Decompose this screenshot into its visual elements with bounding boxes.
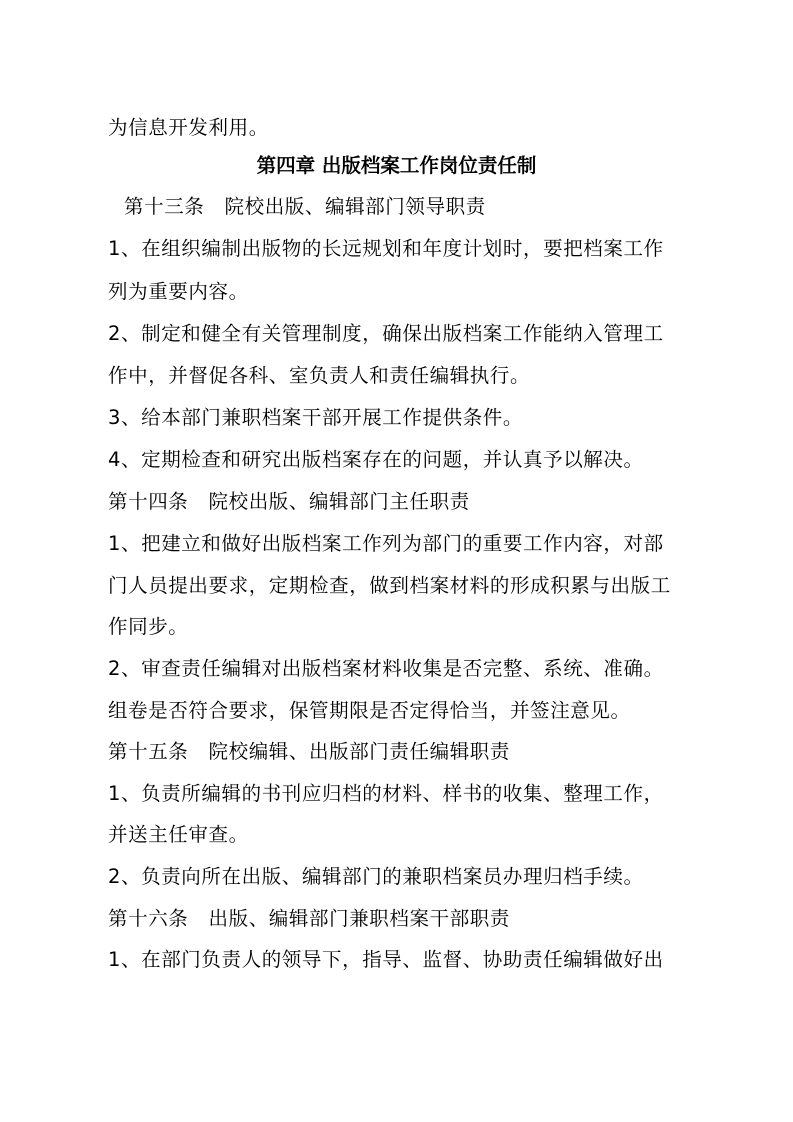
article-heading: 第十五条 院校编辑、出版部门责任编辑职责 <box>108 740 511 763</box>
text-line: 2、审查责任编辑对出版档案材料收集是否完整、系统、准确。 <box>108 657 664 680</box>
text-line: 1、把建立和做好出版档案工作列为部门的重要工作内容，对部 <box>108 532 664 555</box>
text-line: 4、定期检查和研究出版档案存在的问题，并认真予以解决。 <box>108 448 644 471</box>
text-line: 并送主任审查。 <box>108 823 249 846</box>
chapter-title: 第四章 出版档案工作岗位责任制 <box>256 154 537 177</box>
text-line: 组卷是否符合要求，保管期限是否定得恰当，并签注意见。 <box>108 699 631 722</box>
text-line: 门人员提出要求，定期检查，做到档案材料的形成积累与出版工 <box>108 574 671 597</box>
article-heading: 第十六条 出版、编辑部门兼职档案干部职责 <box>108 907 511 930</box>
text-line: 1、负责所编辑的书刊应归档的材料、样书的收集、整理工作， <box>108 782 664 805</box>
text-line: 1、在部门负责人的领导下，指导、监督、协助责任编辑做好出 <box>108 948 664 971</box>
text-line: 2、制定和健全有关管理制度，确保出版档案工作能纳入管理工 <box>108 322 664 345</box>
text-line: 作中，并督促各科、室负责人和责任编辑执行。 <box>108 364 531 387</box>
article-heading: 第十三条 院校出版、编辑部门领导职责 <box>124 195 486 218</box>
text-line: 为信息开发利用。 <box>108 116 269 139</box>
text-line: 1、在组织编制出版物的长远规划和年度计划时，要把档案工作 <box>108 237 664 260</box>
text-line: 3、给本部门兼职档案干部开展工作提供条件。 <box>108 406 524 429</box>
text-line: 作同步。 <box>108 615 189 638</box>
article-heading: 第十四条 院校出版、编辑部门主任职责 <box>108 490 470 513</box>
text-line: 2、负责向所在出版、编辑部门的兼职档案员办理归档手续。 <box>108 865 644 888</box>
text-line: 列为重要内容。 <box>108 280 249 303</box>
